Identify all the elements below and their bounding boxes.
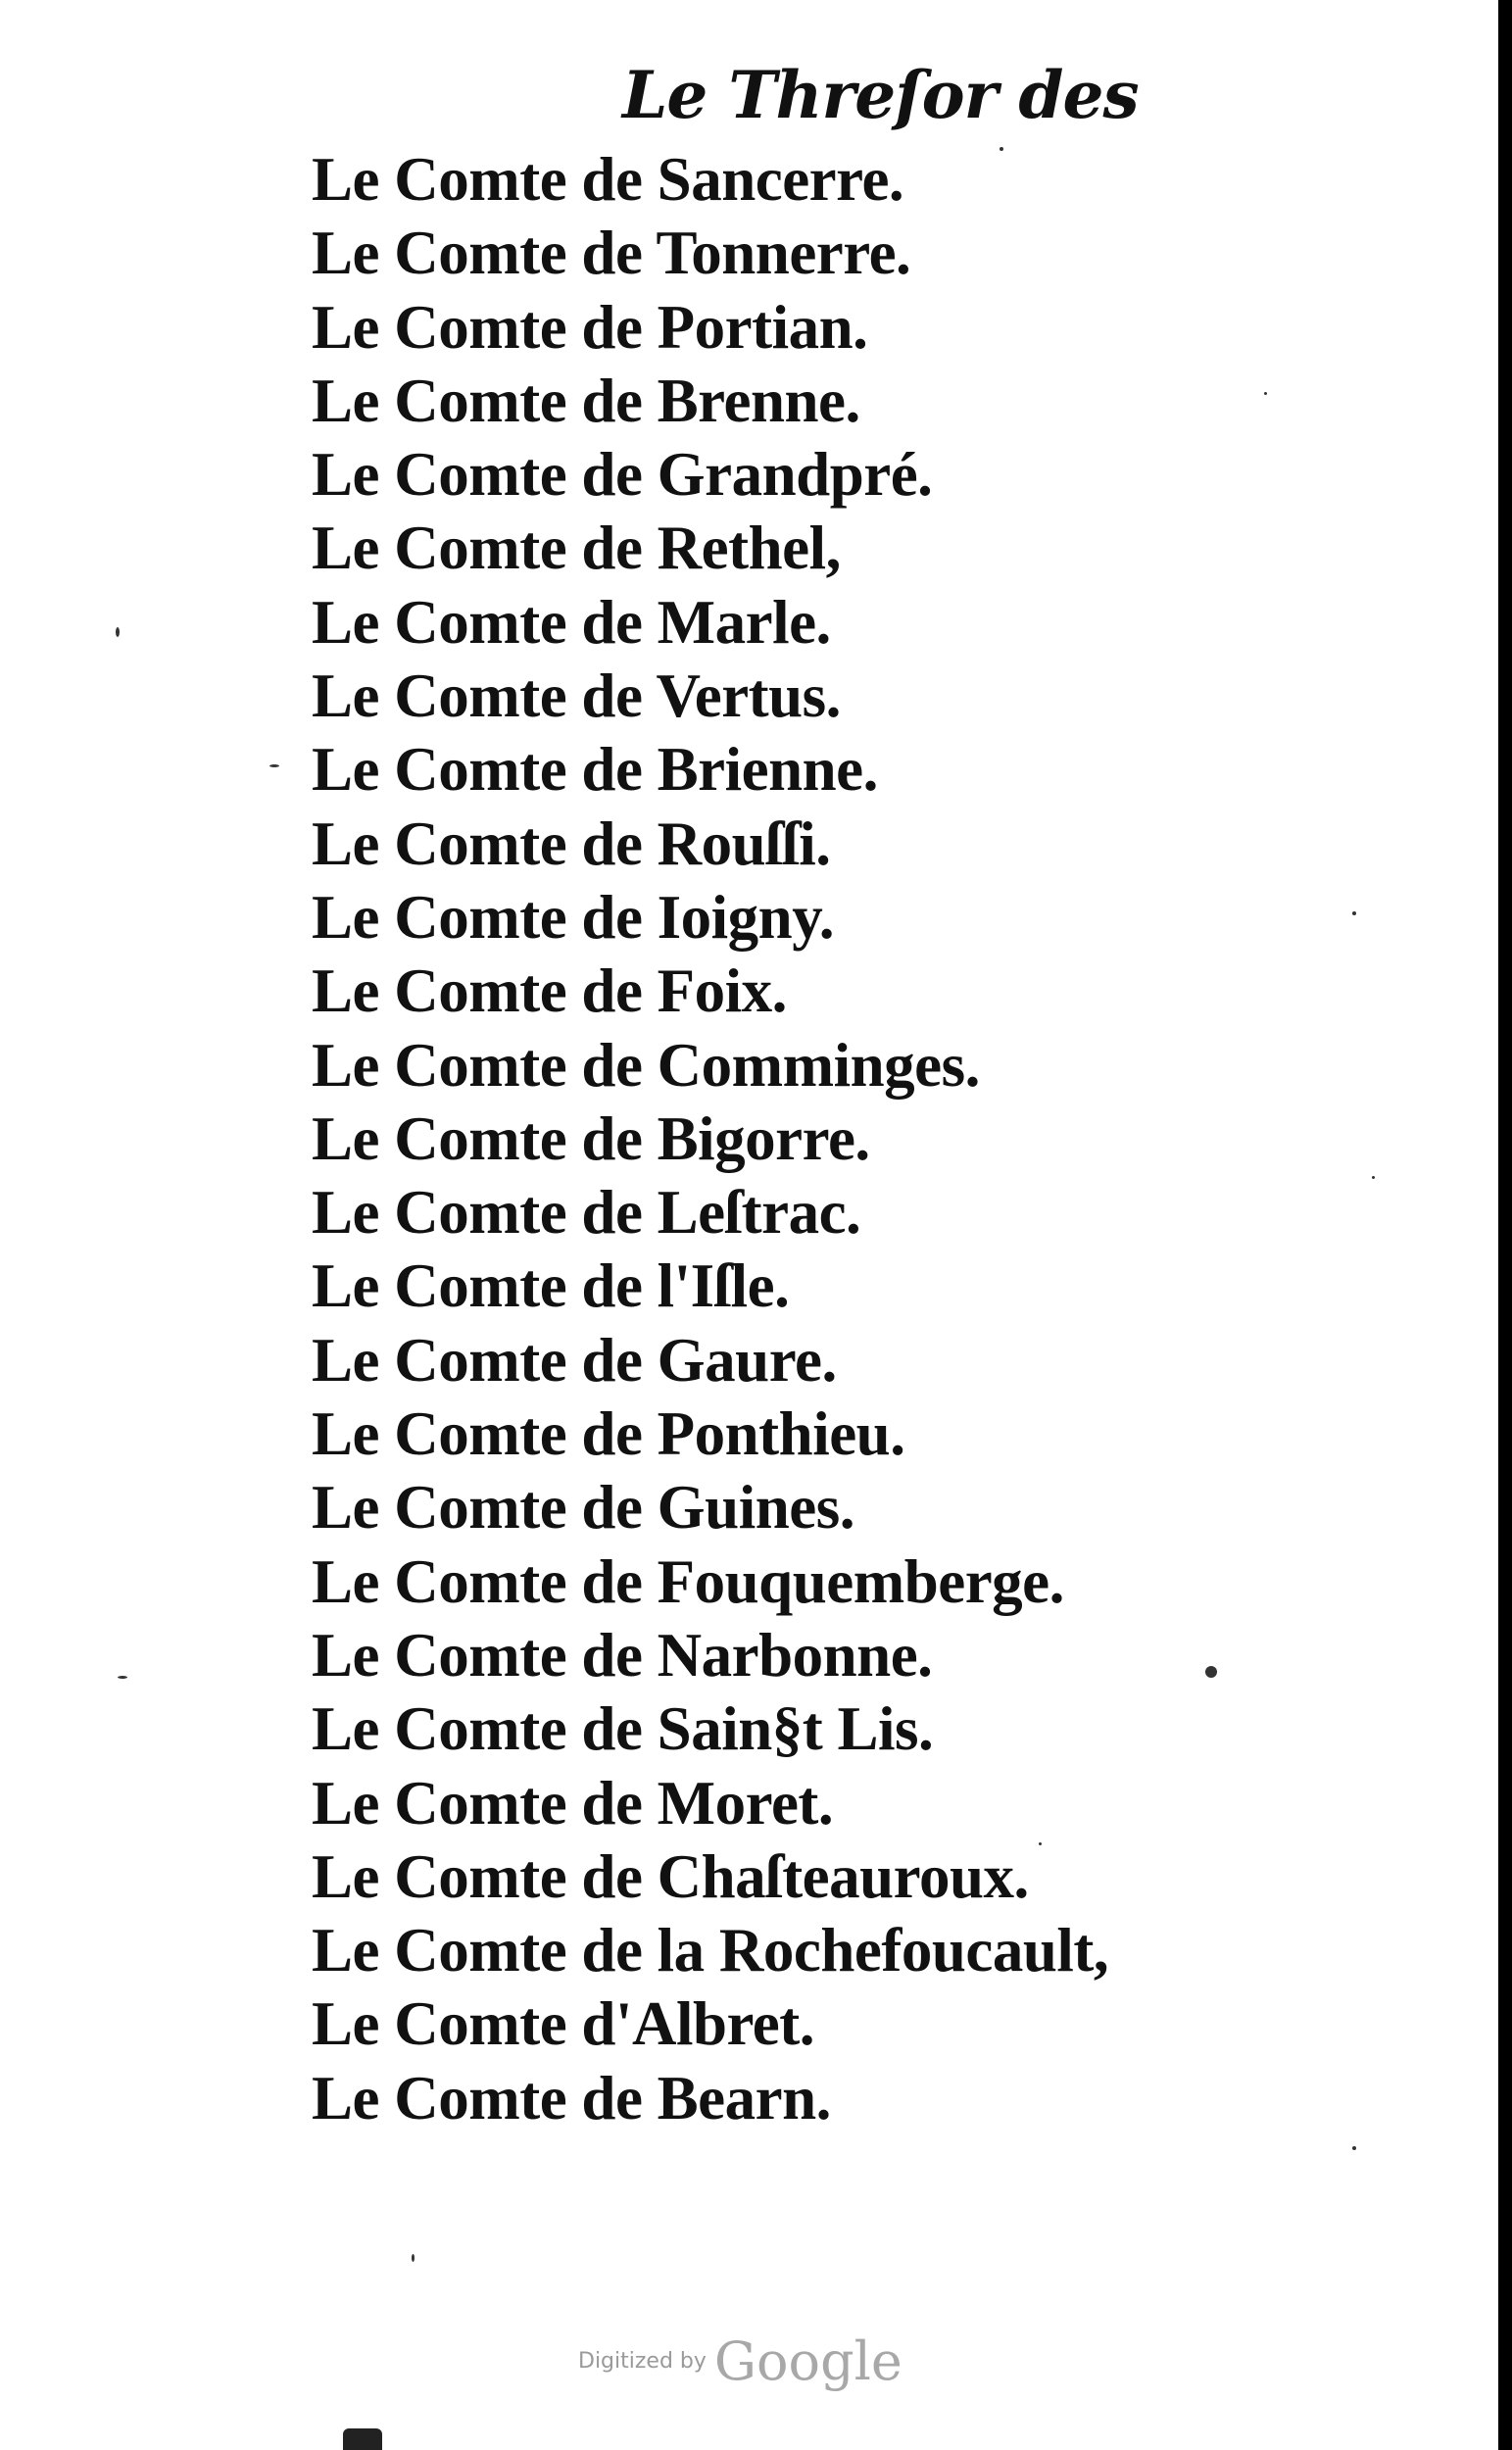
list-item: Le Comte de Sain§t Lis.	[312, 1694, 934, 1764]
ink-speck	[1352, 2146, 1356, 2150]
watermark-prefix: Digitized by	[578, 2349, 707, 2374]
ink-speck	[118, 1676, 127, 1679]
list-item: Le Comte de Brienne.	[312, 735, 878, 805]
ink-speck	[1000, 147, 1003, 151]
list-item: Le Comte de Foix.	[312, 956, 787, 1026]
list-item: Le Comte de Rethel,	[312, 514, 841, 583]
list-item: Le Comte de Guines.	[312, 1473, 854, 1543]
list-item: Le Comte de Brenne.	[312, 366, 860, 435]
list-item: Le Comte de la Rochefoucault,	[312, 1916, 1109, 1985]
running-head: Le Threſor des	[622, 57, 1139, 133]
page-edge-shadow	[1498, 0, 1512, 2450]
ink-speck	[269, 764, 279, 767]
list-item: Le Comte de Chaſteauroux.	[312, 1841, 1029, 1911]
page-number-fragment	[343, 2428, 382, 2450]
list-item: Le Comte de l'Iſle.	[312, 1251, 790, 1321]
list-item: Le Comte de Fouquemberge.	[312, 1546, 1064, 1616]
list-item: Le Comte de Portian.	[312, 292, 868, 362]
list-item: Le Comte de Rouſſi.	[312, 808, 831, 878]
digitization-watermark	[578, 2330, 902, 2392]
ink-speck	[116, 627, 120, 637]
list-item: Le Comte d'Albret.	[312, 1989, 814, 2059]
list-item: Le Comte de Vertus.	[312, 662, 841, 731]
list-item: Le Comte de Gaure.	[312, 1325, 837, 1395]
ink-speck	[1205, 1666, 1217, 1678]
list-item: Le Comte de Marle.	[312, 587, 831, 657]
list-item: Le Comte de Tonnerre.	[312, 219, 911, 288]
ink-speck	[1264, 392, 1267, 395]
list-item: Le Comte de Moret.	[312, 1768, 834, 1838]
list-item: Le Comte de Sancerre.	[312, 145, 904, 214]
ink-speck	[1039, 1842, 1042, 1845]
ink-speck	[1352, 911, 1356, 915]
list-item: Le Comte de Bearn.	[312, 2063, 831, 2132]
ink-speck	[1372, 1176, 1375, 1179]
google-logo: Google	[713, 2330, 902, 2392]
list-item: Le Comte de Bigorre.	[312, 1103, 870, 1173]
list-item: Le Comte de Narbonne.	[312, 1620, 933, 1690]
list-item: Le Comte de Ioigny.	[312, 882, 834, 952]
list-item: Le Comte de Comminges.	[312, 1030, 980, 1100]
ink-speck	[412, 2254, 415, 2262]
list-item: Le Comte de Ponthieu.	[312, 1399, 905, 1469]
list-item: Le Comte de Leſtrac.	[312, 1178, 861, 1248]
title-list	[312, 143, 1108, 2135]
list-item: Le Comte de Grandpré.	[312, 440, 933, 510]
